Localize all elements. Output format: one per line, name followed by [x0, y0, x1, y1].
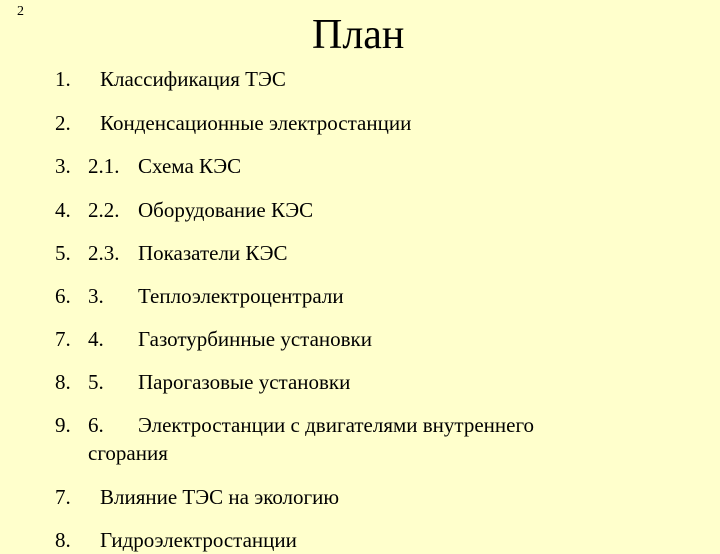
item-number: 8. [55, 528, 71, 552]
item-text: Конденсационные электростанции [100, 111, 412, 135]
item-subnumber: 3. [88, 284, 104, 308]
item-number: 6. [55, 284, 71, 308]
item-number: 3. [55, 154, 71, 178]
item-text: Схема КЭС [138, 154, 242, 178]
item-number: 9. [55, 413, 71, 437]
item-number: 8. [55, 370, 71, 394]
item-subnumber: 5. [88, 370, 104, 394]
item-subnumber: 2.3. [88, 241, 120, 265]
item-text: Оборудование КЭС [138, 198, 314, 222]
item-subnumber: 4. [88, 327, 104, 351]
item-text-continuation: сгорания [88, 441, 168, 465]
item-text: Парогазовые установки [138, 370, 351, 394]
item-number: 7. [55, 485, 71, 509]
slide-number: 2 [17, 4, 24, 19]
item-number: 4. [55, 198, 71, 222]
item-subnumber: 6. [88, 413, 104, 437]
item-subnumber: 2.1. [88, 154, 120, 178]
item-subnumber: 2.2. [88, 198, 120, 222]
slide-title: План [312, 12, 405, 58]
item-number: 5. [55, 241, 71, 265]
item-text: Электростанции с двигателями внутреннего [138, 413, 535, 437]
item-text: Газотурбинные установки [138, 327, 372, 351]
item-text: Теплоэлектроцентрали [138, 284, 344, 308]
item-text: Гидроэлектростанции [100, 528, 297, 552]
item-text: Показатели КЭС [138, 241, 288, 265]
item-number: 7. [55, 327, 71, 351]
item-text: Классификация ТЭС [100, 67, 286, 91]
item-text: Влияние ТЭС на экологию [100, 485, 340, 509]
item-number: 1. [55, 67, 71, 91]
item-number: 2. [55, 111, 71, 135]
